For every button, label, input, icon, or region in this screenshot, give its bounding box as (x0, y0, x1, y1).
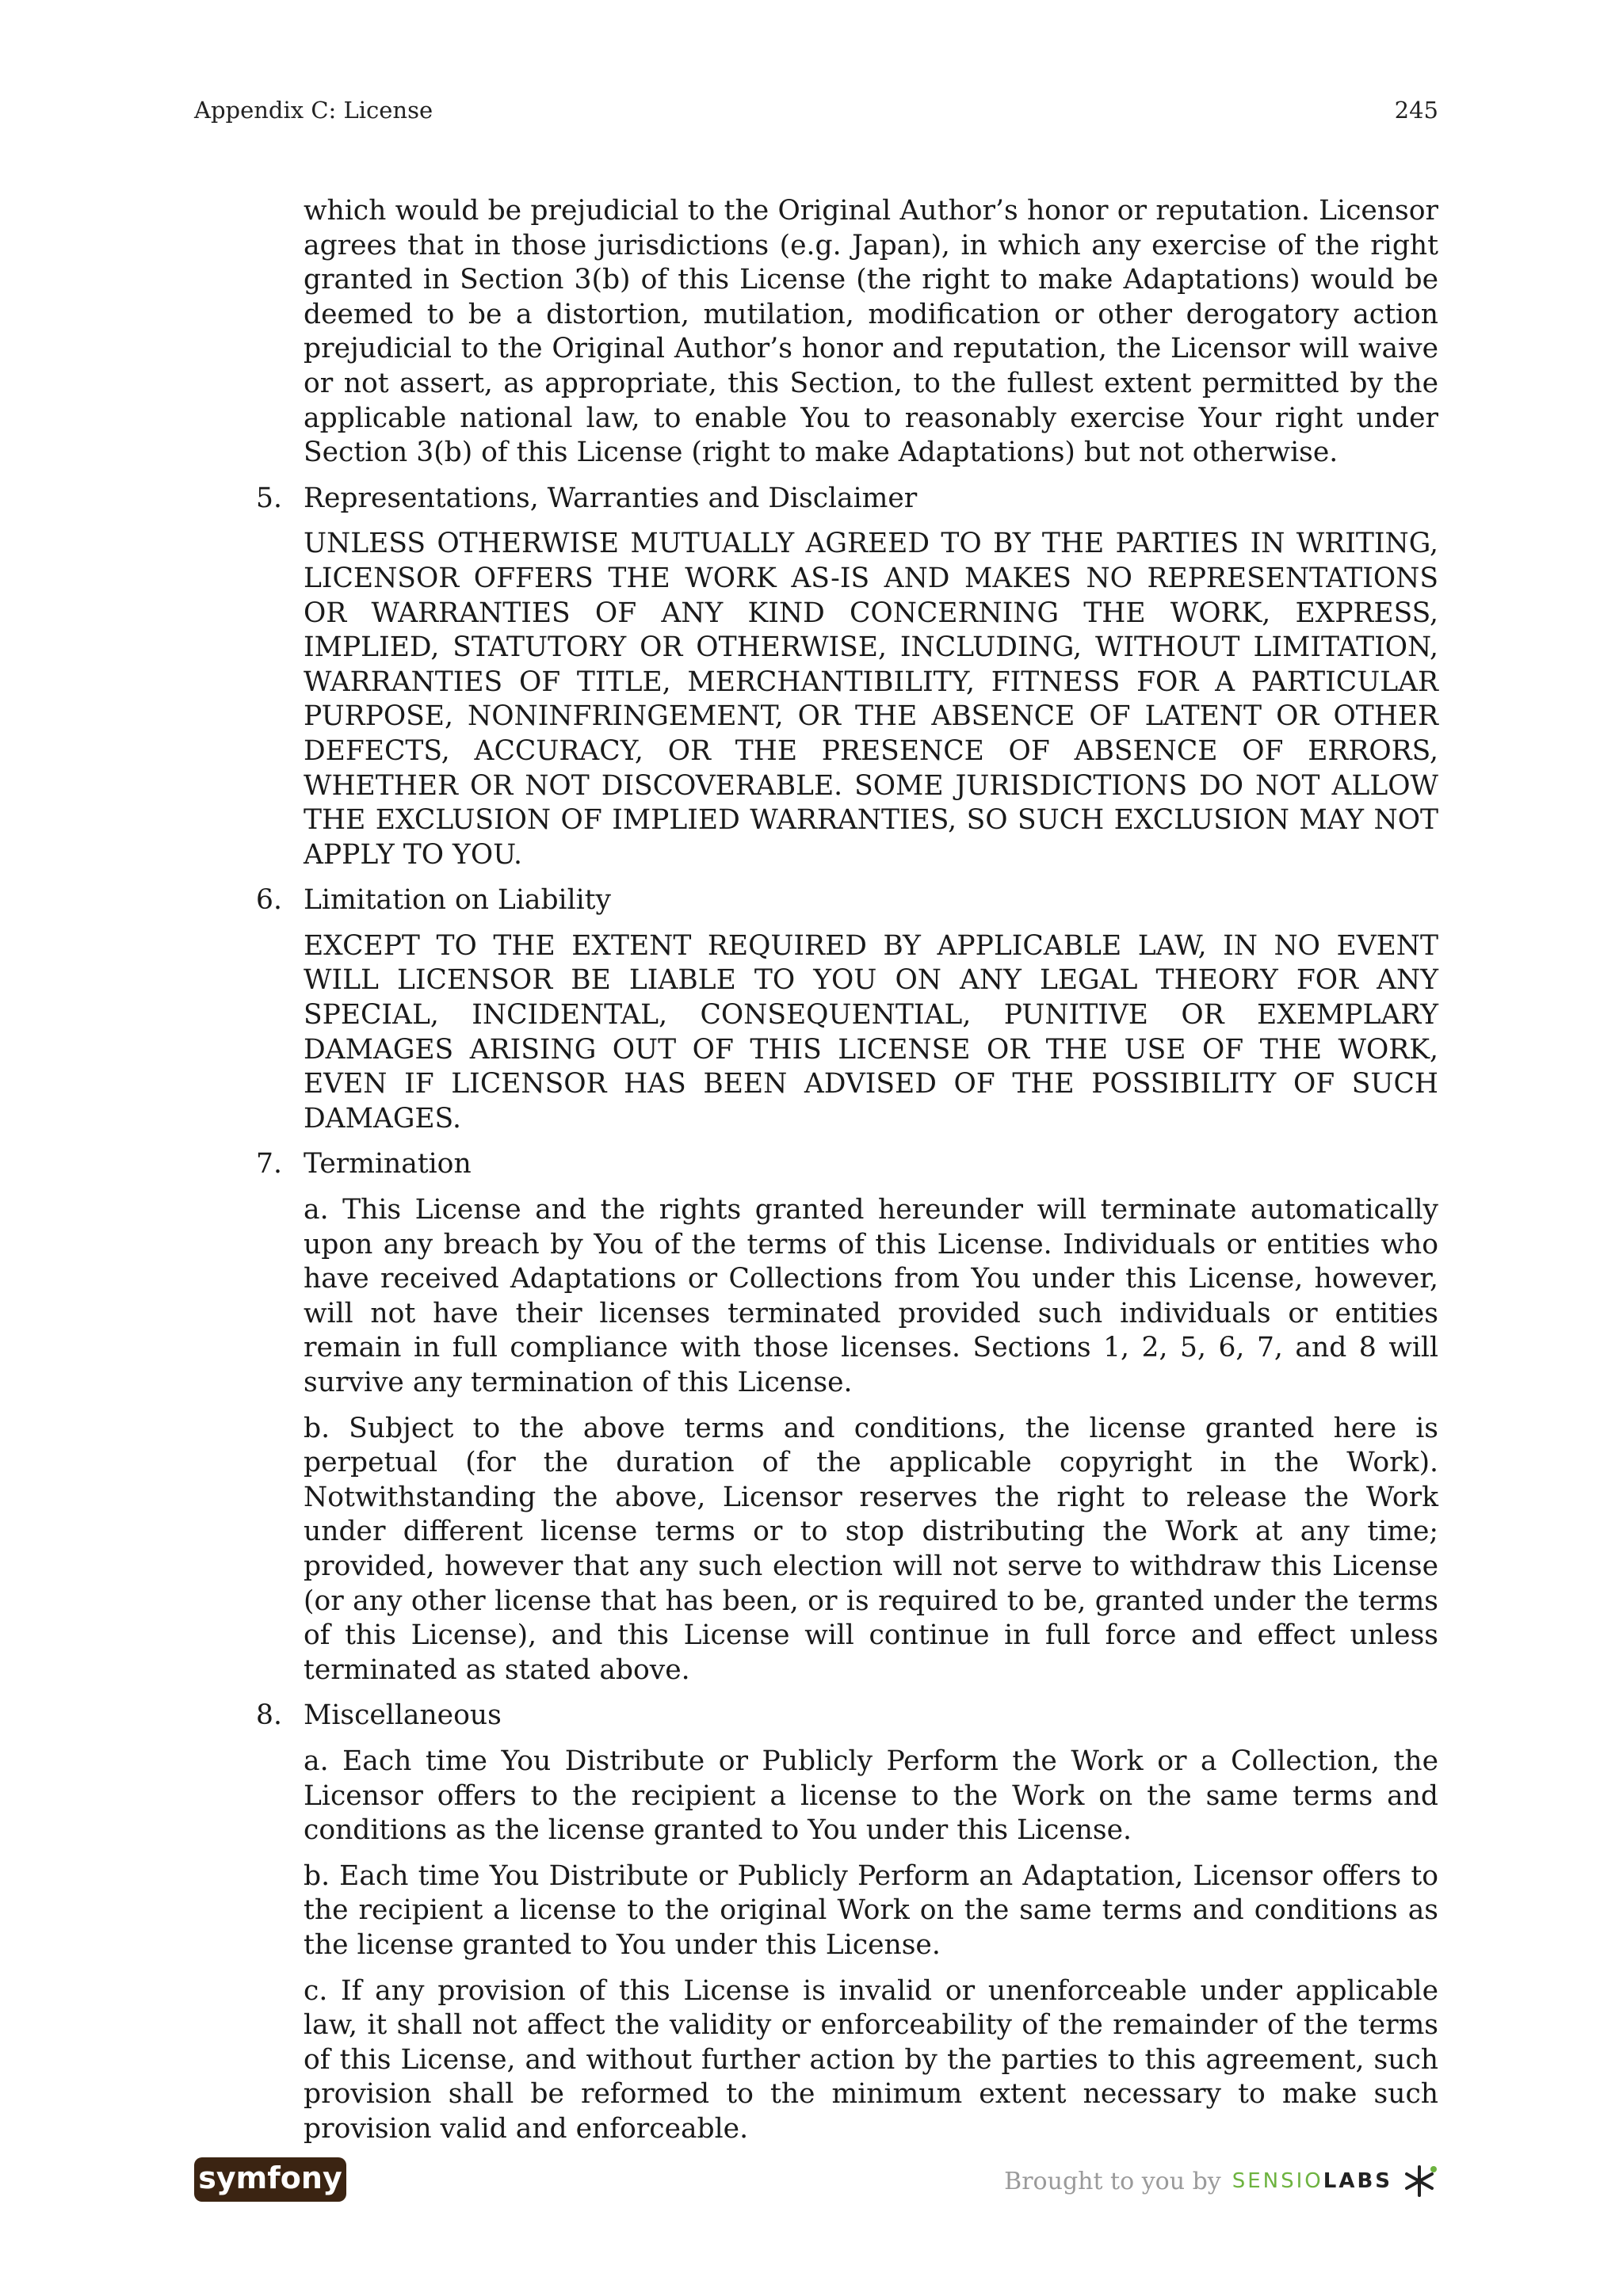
page-header (194, 97, 1438, 128)
section-number: 8. (256, 1699, 282, 1732)
license-body (256, 194, 1438, 2146)
symfony-logo (194, 2157, 346, 2202)
section-paragraph: b. Subject to the above terms and conditions, the license granted here is perpetual (for the duration of the applicable copyright in the Work). Notwithstanding the above, Licensor reserves the right to release the Work under different license terms or to stop distributing the Work at any time; provided, however that any such election will not serve to withdraw this License (or any other license that has been, or is required to be, granted under the terms of this License), and this License will continue in full force and effect unless terminated as stated above. (304, 1412, 1438, 1686)
section-heading: Miscellaneous (304, 1699, 502, 1732)
section-heading: Limitation on Liability (304, 884, 611, 917)
section-number: 5. (256, 482, 282, 514)
section-5 (256, 482, 1438, 873)
sensiolabs-star-icon (1400, 2162, 1438, 2200)
page-number: 245 (1394, 97, 1438, 124)
symfony-logo-text: symfony (198, 2161, 342, 2195)
section-number: 7. (256, 1148, 282, 1180)
section-6 (256, 883, 1438, 1136)
section-7 (256, 1147, 1438, 1688)
section-heading: Representations, Warranties and Disclaimer (304, 482, 918, 514)
intro-paragraph: which would be prejudicial to the Original Author’s honor or reputation. Licensor agrees that in those jurisdictions (e.g. Japan), in which any exercise of the right granted in Section 3(b) of this License (the right to make Adaptations) would be deemed to be a distortion, mutilation, modification or other derogatory action prejudicial to the Original Author’s honor and reputation, the Licensor will waive or not assert, as appropriate, this Section, to the fullest extent permitted by the applicable national law, to enable You to reasonably exercise Your right under Section 3(b) of this License (right to make Adaptations) but not otherwise. (304, 195, 1438, 469)
section-8 (256, 1699, 1438, 2146)
section-paragraph: b. Each time You Distribute or Publicly Perform an Adaptation, Licensor offers to the recipient a license to the original Work on the same terms and conditions as the license granted to You under this License. (304, 1859, 1438, 1961)
section-paragraph: c. If any provision of this License is invalid or unenforceable under applicable law, it shall not affect the validity or enforceability of the remainder of the terms of this License, and without further action by the parties to this agreement, such provision shall be reformed to the minimum extent necessary to make such provision valid and enforceable. (304, 1974, 1438, 2145)
footer-credit (1004, 2161, 1438, 2201)
section-paragraph: a. Each time You Distribute or Publicly Perform the Work or a Collection, the Licensor offers to the recipient a license to the Work on the same terms and conditions as the license granted to You under this License. (304, 1745, 1438, 1847)
sensio-text: SENSIO (1232, 2169, 1323, 2193)
section-paragraph: EXCEPT TO THE EXTENT REQUIRED BY APPLICABLE LAW, IN NO EVENT WILL LICENSOR BE LIABLE TO YOU ON ANY LEGAL THEORY FOR ANY SPECIAL, INCIDENTAL, CONSEQUENTIAL, PUNITIVE OR EXEMPLARY DAMAGES ARISING OUT OF THIS LICENSE OR THE USE OF THE WORK, EVEN IF LICENSOR HAS BEEN ADVISED OF THE POSSIBILITY OF SUCH DAMAGES. (304, 929, 1438, 1135)
section-number: 6. (256, 884, 282, 917)
brought-to-you-text: Brought to you by (1004, 2167, 1221, 2195)
section-heading: Termination (304, 1148, 472, 1180)
section-paragraph: UNLESS OTHERWISE MUTUALLY AGREED TO BY THE PARTIES IN WRITING, LICENSOR OFFERS THE WORK AS-IS AND MAKES NO REPRESENTATIONS OR WARRANTIES OF ANY KIND CONCERNING THE WORK, EXPRESS, IMPLIED, STATUTORY OR OTHERWISE, INCLUDING, WITHOUT LIMITATION, WARRANTIES OF TITLE, MERCHANTIBILITY, FITNESS FOR A PARTICULAR PURPOSE, NONINFRINGEMENT, OR THE ABSENCE OF LATENT OR OTHER DEFECTS, ACCURACY, OR THE PRESENCE OF ABSENCE OF ERRORS, WHETHER OR NOT DISCOVERABLE. SOME JURISDICTIONS DO NOT ALLOW THE EXCLUSION OF IMPLIED WARRANTIES, SO SUCH EXCLUSION MAY NOT APPLY TO YOU. (304, 528, 1438, 871)
labs-text: LABS (1323, 2169, 1392, 2193)
running-title: Appendix C: License (194, 97, 433, 124)
section-paragraph: a. This License and the rights granted hereunder will terminate automatically upon any breach by You of the terms of this License. Individuals or entities who have received Adaptations or Collections from You under this License, however, will not have their licenses terminated provided such individuals or entities remain in full compliance with those licenses. Sections 1, 2, 5, 6, 7, and 8 will survive any termination of this License. (304, 1194, 1438, 1398)
